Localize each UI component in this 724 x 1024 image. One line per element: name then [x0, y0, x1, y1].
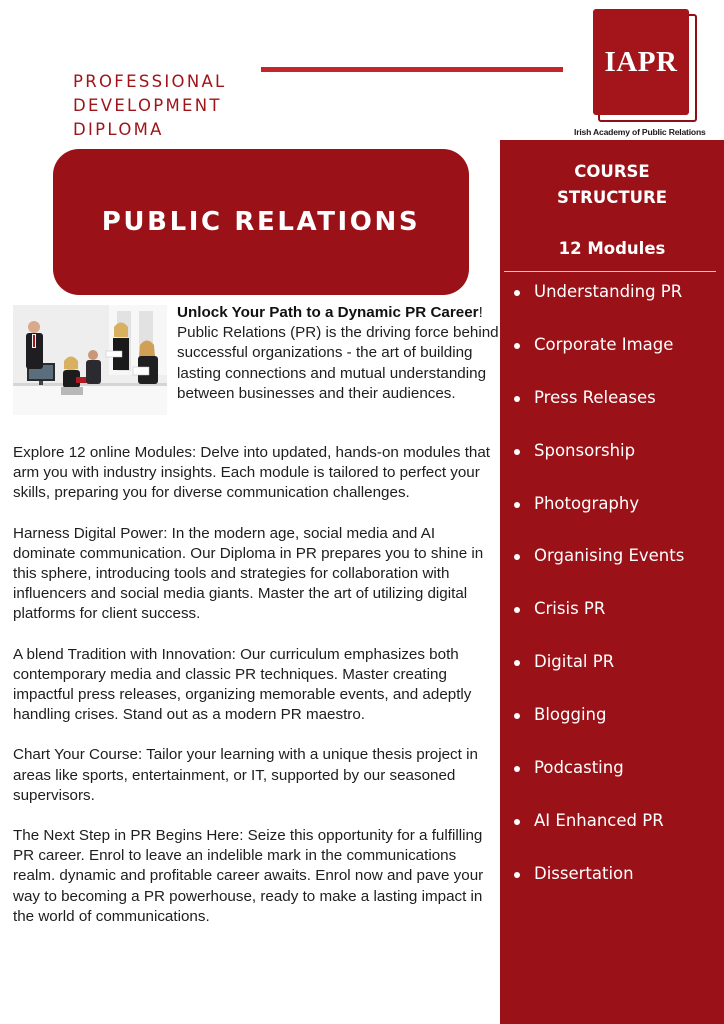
list-item — [500, 388, 724, 441]
module-name: AI Enhanced PR — [534, 810, 664, 830]
sidebar-heading-line: STRUCTURE — [557, 188, 667, 207]
list-item — [500, 441, 724, 494]
bullet-icon — [514, 819, 520, 825]
list-item — [500, 652, 724, 705]
sidebar-divider — [504, 271, 716, 272]
paragraph-modules: Explore 12 online Modules: Delve into updated, hands-on modules that arm you with industry insights. Each module is tailored to perfect your skills, preparing you for diverse communication challenges. — [13, 444, 491, 502]
paragraph-next-step: The Next Step in PR Begins Here: Seize this opportunity for a fulfilling PR career. Enrol to leave an indelible mark in the communications realm. dynamic and profitable career awaits. Enrol now and pave your way to becoming a PR powerhouse, ready to make a lasting impact in the world of communications. — [13, 827, 484, 925]
module-name: Blogging — [534, 705, 607, 725]
diploma-kicker — [73, 70, 227, 142]
bullet-icon — [514, 343, 520, 349]
list-item — [500, 758, 724, 811]
intro-text: Public Relations (PR) is the driving force behind successful organizations - the art of building lasting connections and mutual understanding between businesses and their audiences. — [177, 324, 499, 402]
module-name: Organising Events — [534, 546, 685, 566]
logo-caption: Irish Academy of Public Relations — [574, 127, 706, 137]
module-name: Press Releases — [534, 387, 656, 407]
bullet-icon — [514, 396, 520, 402]
header-rule — [261, 67, 563, 72]
list-item — [500, 599, 724, 652]
bullet-icon — [514, 872, 520, 878]
kicker-line: PROFESSIONAL — [73, 72, 227, 91]
module-name: Corporate Image — [534, 334, 674, 354]
body-copy — [13, 303, 499, 927]
paragraph-course: Chart Your Course: Tailor your learning with a unique thesis project in areas like sports, entertainment, or IT, supported by our seasoned supervisors. — [13, 746, 478, 804]
module-count: 12 Modules — [558, 239, 666, 258]
bullet-icon — [514, 660, 520, 666]
logo-text: IAPR — [604, 45, 678, 78]
bullet-icon — [514, 449, 520, 455]
list-item — [500, 705, 724, 758]
module-name: Digital PR — [534, 652, 615, 672]
bullet-icon — [514, 766, 520, 772]
bullet-icon — [514, 607, 520, 613]
kicker-line: DIPLOMA — [73, 120, 164, 139]
module-name: Crisis PR — [534, 599, 606, 619]
intro-lead: Unlock Your Path to a Dynamic PR Career — [177, 304, 479, 321]
list-item — [500, 282, 724, 335]
bullet-icon — [514, 502, 520, 508]
list-item — [500, 811, 724, 864]
list-item — [500, 546, 724, 599]
module-name: Understanding PR — [534, 282, 683, 301]
course-structure-sidebar — [500, 140, 724, 1024]
module-name: Dissertation — [534, 863, 634, 883]
iapr-logo — [593, 9, 695, 121]
hero-title: PUBLIC RELATIONS — [101, 207, 421, 237]
logo-book-cover — [593, 9, 689, 115]
paragraph-tradition: A blend Tradition with Innovation: Our curriculum emphasizes both contemporary media and classic PR techniques. Master creating impactful press releases, organizing memorable events, and adeptly handling crises. Stand out as a modern PR maestro. — [13, 645, 472, 724]
module-name: Podcasting — [534, 758, 624, 778]
bullet-icon — [514, 713, 520, 719]
kicker-line: DEVELOPMENT — [73, 96, 222, 115]
list-item — [500, 335, 724, 388]
module-name: Sponsorship — [534, 440, 636, 460]
paragraph-digital: Harness Digital Power: In the modern age, social media and AI dominate communication. Our Diploma in PR prepares you to shine in this sphere, introducing tools and strategies for collaboration with influencers and social media giants. Master the art of utilizing digital platforms for client success. — [13, 524, 484, 623]
bullet-icon — [514, 554, 520, 560]
list-item — [500, 864, 724, 917]
bullet-icon — [514, 290, 520, 296]
sidebar-heading — [500, 159, 724, 211]
list-item — [500, 494, 724, 547]
sidebar-heading-line: COURSE — [574, 162, 650, 181]
intro-lead-suffix: ! — [478, 304, 483, 321]
module-name: Photography — [534, 493, 640, 513]
hero-banner — [53, 149, 469, 295]
module-list — [500, 282, 724, 917]
intro-paragraph — [177, 303, 499, 424]
